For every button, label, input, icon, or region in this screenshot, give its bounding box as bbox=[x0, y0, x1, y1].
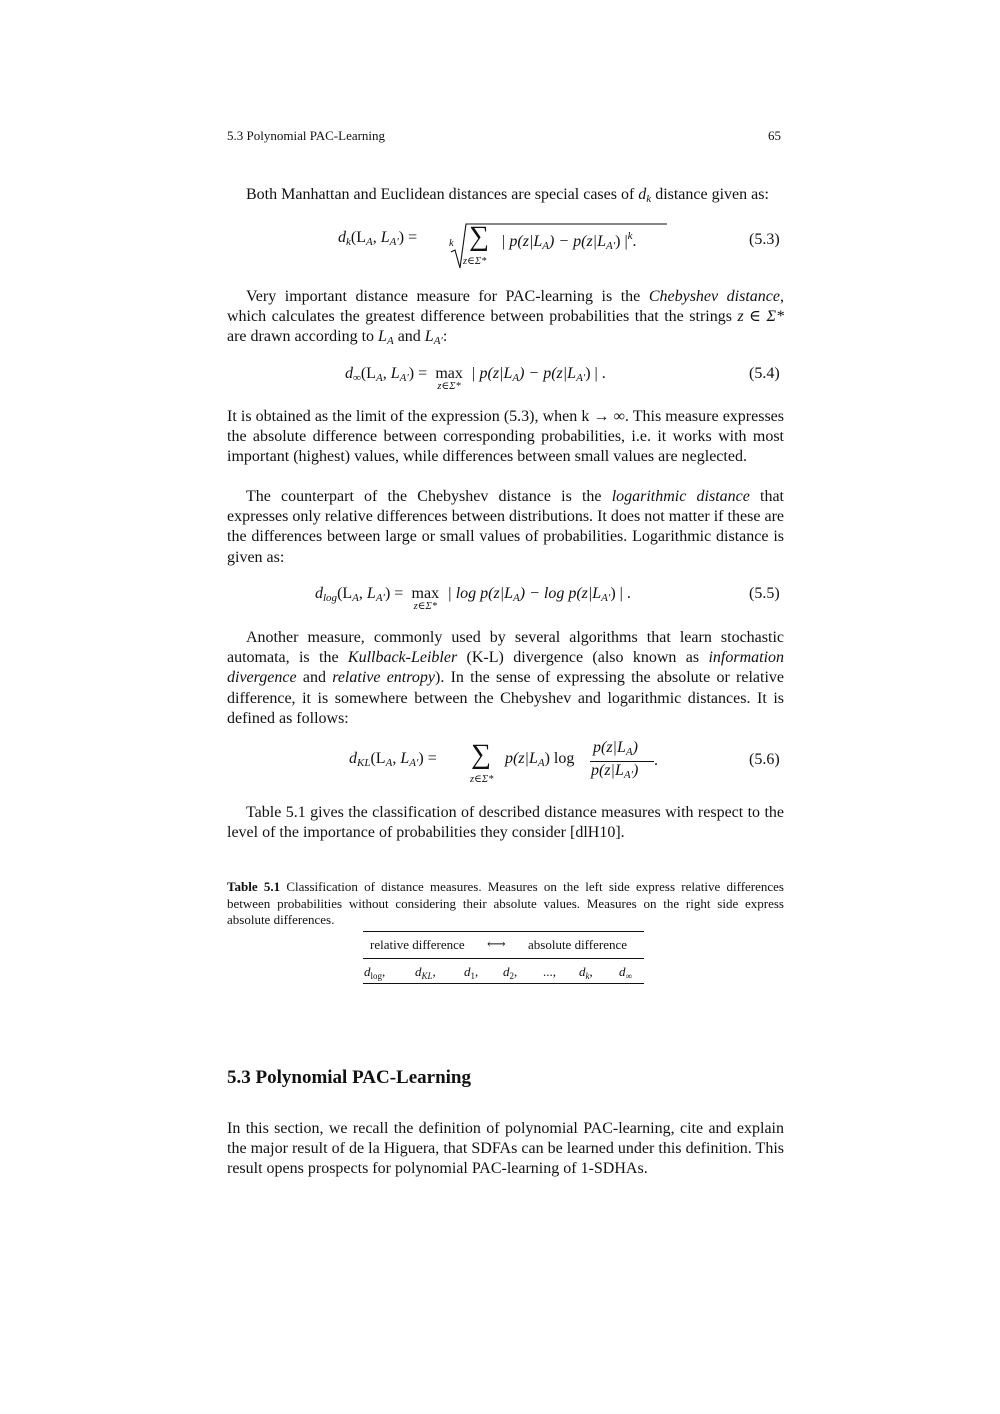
equation-5-6-body: $p(z|L_A)$ log bbox=[505, 750, 575, 769]
paragraph-dk-intro: Both Manhattan and Euclidean distances are special cases of $d_k$ distance given as: bbox=[246, 186, 769, 205]
section-heading: 5.3 Polynomial PAC-Learning bbox=[227, 1067, 472, 1088]
equation-number-5-5: (5.5) bbox=[749, 585, 780, 602]
table-cell-dk: $d_k$, bbox=[579, 964, 593, 981]
table-cell-dinf: $d_\infty$ bbox=[619, 964, 632, 981]
equation-5-3-body: | $p(z|L_A) - p(z|L_{A'})$ $|^k$. bbox=[501, 230, 637, 252]
table-bottom-rule bbox=[363, 983, 644, 984]
page-number: 65 bbox=[768, 128, 781, 143]
kl-fraction: $p(z|L_A)$ $p(z|L_{A'})$ bbox=[590, 739, 654, 785]
equation-5-6: $d_{KL}(L_A$, $L_{A'}$) = bbox=[349, 750, 437, 769]
root-sum-block: k ∑ z∈Σ* | $p(z|L_A) - p(z|L_{A'})$ $|^k$. bbox=[449, 222, 667, 272]
equation-5-6-period: . bbox=[654, 752, 658, 769]
table-caption: Table 5.1 Classification of distance measures. Measures on the left side express relative differences between probabilities without considering their absolute values. Measures on the right side express absolute differences. bbox=[227, 879, 784, 927]
table-mid-rule bbox=[363, 958, 644, 959]
table-cell-d1: $d_1$, bbox=[464, 964, 479, 981]
paragraph-logarithmic: The counterpart of the Chebyshev distance is the logarithmic distance that expresses only relative differences between distributions. It does not matter if these are the differences between large or small values of probabilities. Logarithmic distance is given as: bbox=[227, 488, 785, 566]
equation-number-5-6: (5.6) bbox=[749, 751, 780, 768]
table-header-relative: relative difference bbox=[370, 937, 465, 952]
paragraph-table-ref: Table 5.1 gives the classification of described distance measures with respect to the level of the importance of probabilities they consider [dlH10]. bbox=[227, 804, 784, 842]
summation-symbol: ∑ bbox=[469, 221, 489, 252]
running-header-section: 5.3 Polynomial PAC-Learning bbox=[227, 128, 386, 143]
equation-number-5-3: (5.3) bbox=[749, 231, 780, 248]
equation-5-3: $d_k(L_A$, $L_{A'}$) = bbox=[338, 229, 418, 248]
table-header-absolute: absolute difference bbox=[528, 937, 628, 952]
table-cell-dkl: $d_{KL}$, bbox=[415, 964, 436, 981]
table-top-rule bbox=[363, 931, 644, 932]
equation-number-5-4: (5.4) bbox=[749, 365, 780, 382]
paragraph-section-intro: In this section, we recall the definition of polynomial PAC-learning, cite and explain the major result of de la Higuera, that SDFAs can be learned under this definition. This result opens prospects for polynomial PAC-learning of 1-SDHAs. bbox=[227, 1120, 784, 1178]
table-cell-dlog: $d_{log}$, bbox=[364, 964, 386, 981]
table-header-arrow: ⟷ bbox=[487, 936, 506, 951]
paragraph-kullback-leibler: Another measure, commonly used by several algorithms that learn stochastic automata, is the Kullback-Leibler (K-L) divergence (also known as information divergence and relative entropy). In the sense of expressing the absolute or relative difference, it is somewhere between the Chebyshev and logarithmic distances. It is defined as follows: bbox=[227, 629, 785, 727]
paragraph-limit: It is obtained as the limit of the expression (5.3), when k → ∞. This measure expresses the absolute difference between corresponding probabilities, i.e. it works with most important (highest) values, while differences between small values are neglected. bbox=[227, 408, 784, 466]
paragraph-chebyshev: Very important distance measure for PAC-learning is the Chebyshev distance, which calculates the greatest difference between probabilities that the strings z ∈ Σ* are drawn according to $L_A$ and $L_{A'}$: bbox=[227, 288, 785, 348]
table-cell-d2: $d_2$, bbox=[503, 964, 518, 981]
equation-5-5: $d_{log}(L_A$, $L_{A'}) = \max$ z∈Σ* | $\log p(z|L_A) - \log p(z|L_{A'})$ | . bbox=[315, 585, 631, 612]
equation-5-4: $d_\infty(L_A$, $L_{A'}) = \max$ z∈Σ* | $p(z|L_A) - p(z|L_{A'})$ | . bbox=[345, 365, 606, 392]
kl-summation: ∑ z∈Σ* bbox=[470, 739, 494, 785]
table-cell-ellipsis: ..., bbox=[543, 964, 556, 979]
summation-symbol: ∑ bbox=[471, 739, 491, 770]
